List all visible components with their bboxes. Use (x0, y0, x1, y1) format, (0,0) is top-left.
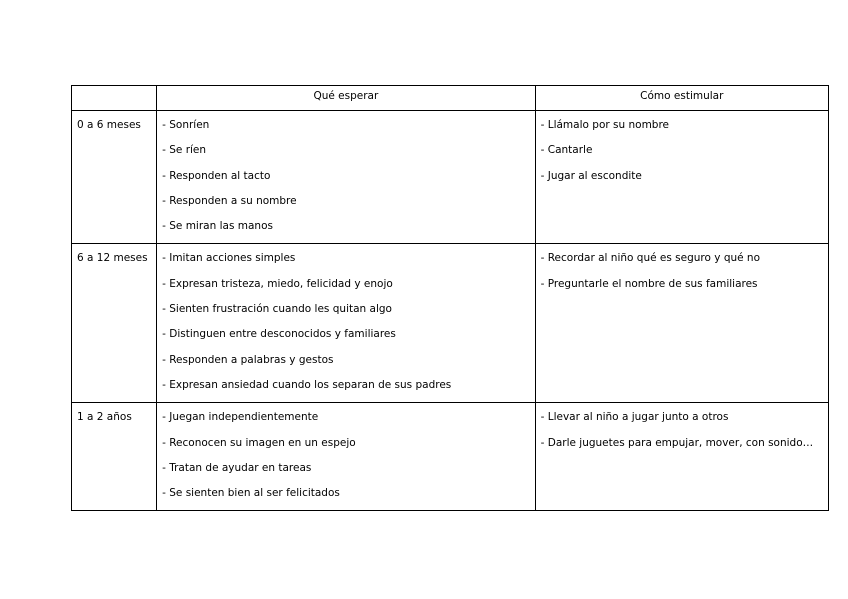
list-item: - Imitan acciones simples (162, 252, 296, 265)
list-item: - Responden a su nombre (162, 194, 297, 207)
header-what-to-expect: Qué esperar (157, 86, 536, 111)
list-item: - Jugar al escondite (540, 169, 642, 182)
list-item: - Cantarle (540, 144, 593, 157)
table-row (72, 403, 829, 511)
list-item: - Sienten frustración cuando les quitan algo (162, 303, 392, 316)
expect-cell (157, 403, 536, 511)
table-row (72, 244, 829, 403)
list-item: - Expresan tristeza, miedo, felicidad y enojo (162, 277, 393, 290)
list-item: - Reconocen su imagen en un espejo (162, 436, 356, 449)
list-item: - Se sienten bien al ser felicitados (162, 487, 340, 500)
list-item: - Darle juguetes para empujar, mover, con sonido… (540, 436, 814, 449)
expect-cell (157, 111, 536, 244)
list-item: - Preguntarle el nombre de sus familiares (540, 277, 758, 290)
list-item: - Sonríen (162, 119, 210, 131)
list-item: - Responden a palabras y gestos (162, 353, 334, 366)
list-item: - Expresan ansiedad cuando los separan de sus padres (162, 378, 452, 391)
list-item: - Se miran las manos (162, 220, 273, 233)
stimulate-cell (535, 403, 828, 511)
list-item: - Recordar al niño qué es seguro y qué no (540, 252, 761, 265)
expect-cell (157, 244, 536, 403)
stimulate-cell (535, 244, 828, 403)
list-item: - Llevar al niño a jugar junto a otros (540, 411, 729, 424)
list-item: - Responden al tacto (162, 169, 271, 182)
age-cell: 6 a 12 meses (72, 244, 157, 403)
header-row (72, 86, 829, 111)
age-cell: 0 a 6 meses (72, 111, 157, 244)
list-item: - Tratan de ayudar en tareas (162, 461, 312, 474)
development-table (71, 85, 829, 511)
header-how-to-stimulate: Cómo estimular (535, 86, 828, 111)
table-row (72, 111, 829, 244)
list-item: - Se ríen (162, 144, 207, 157)
stimulate-cell (535, 111, 828, 244)
list-item: - Juegan independientemente (162, 411, 319, 424)
list-item: - Llámalo por su nombre (540, 119, 670, 131)
list-item: - Distinguen entre desconocidos y familiares (162, 328, 396, 341)
header-age (72, 86, 157, 111)
age-cell: 1 a 2 años (72, 403, 157, 511)
